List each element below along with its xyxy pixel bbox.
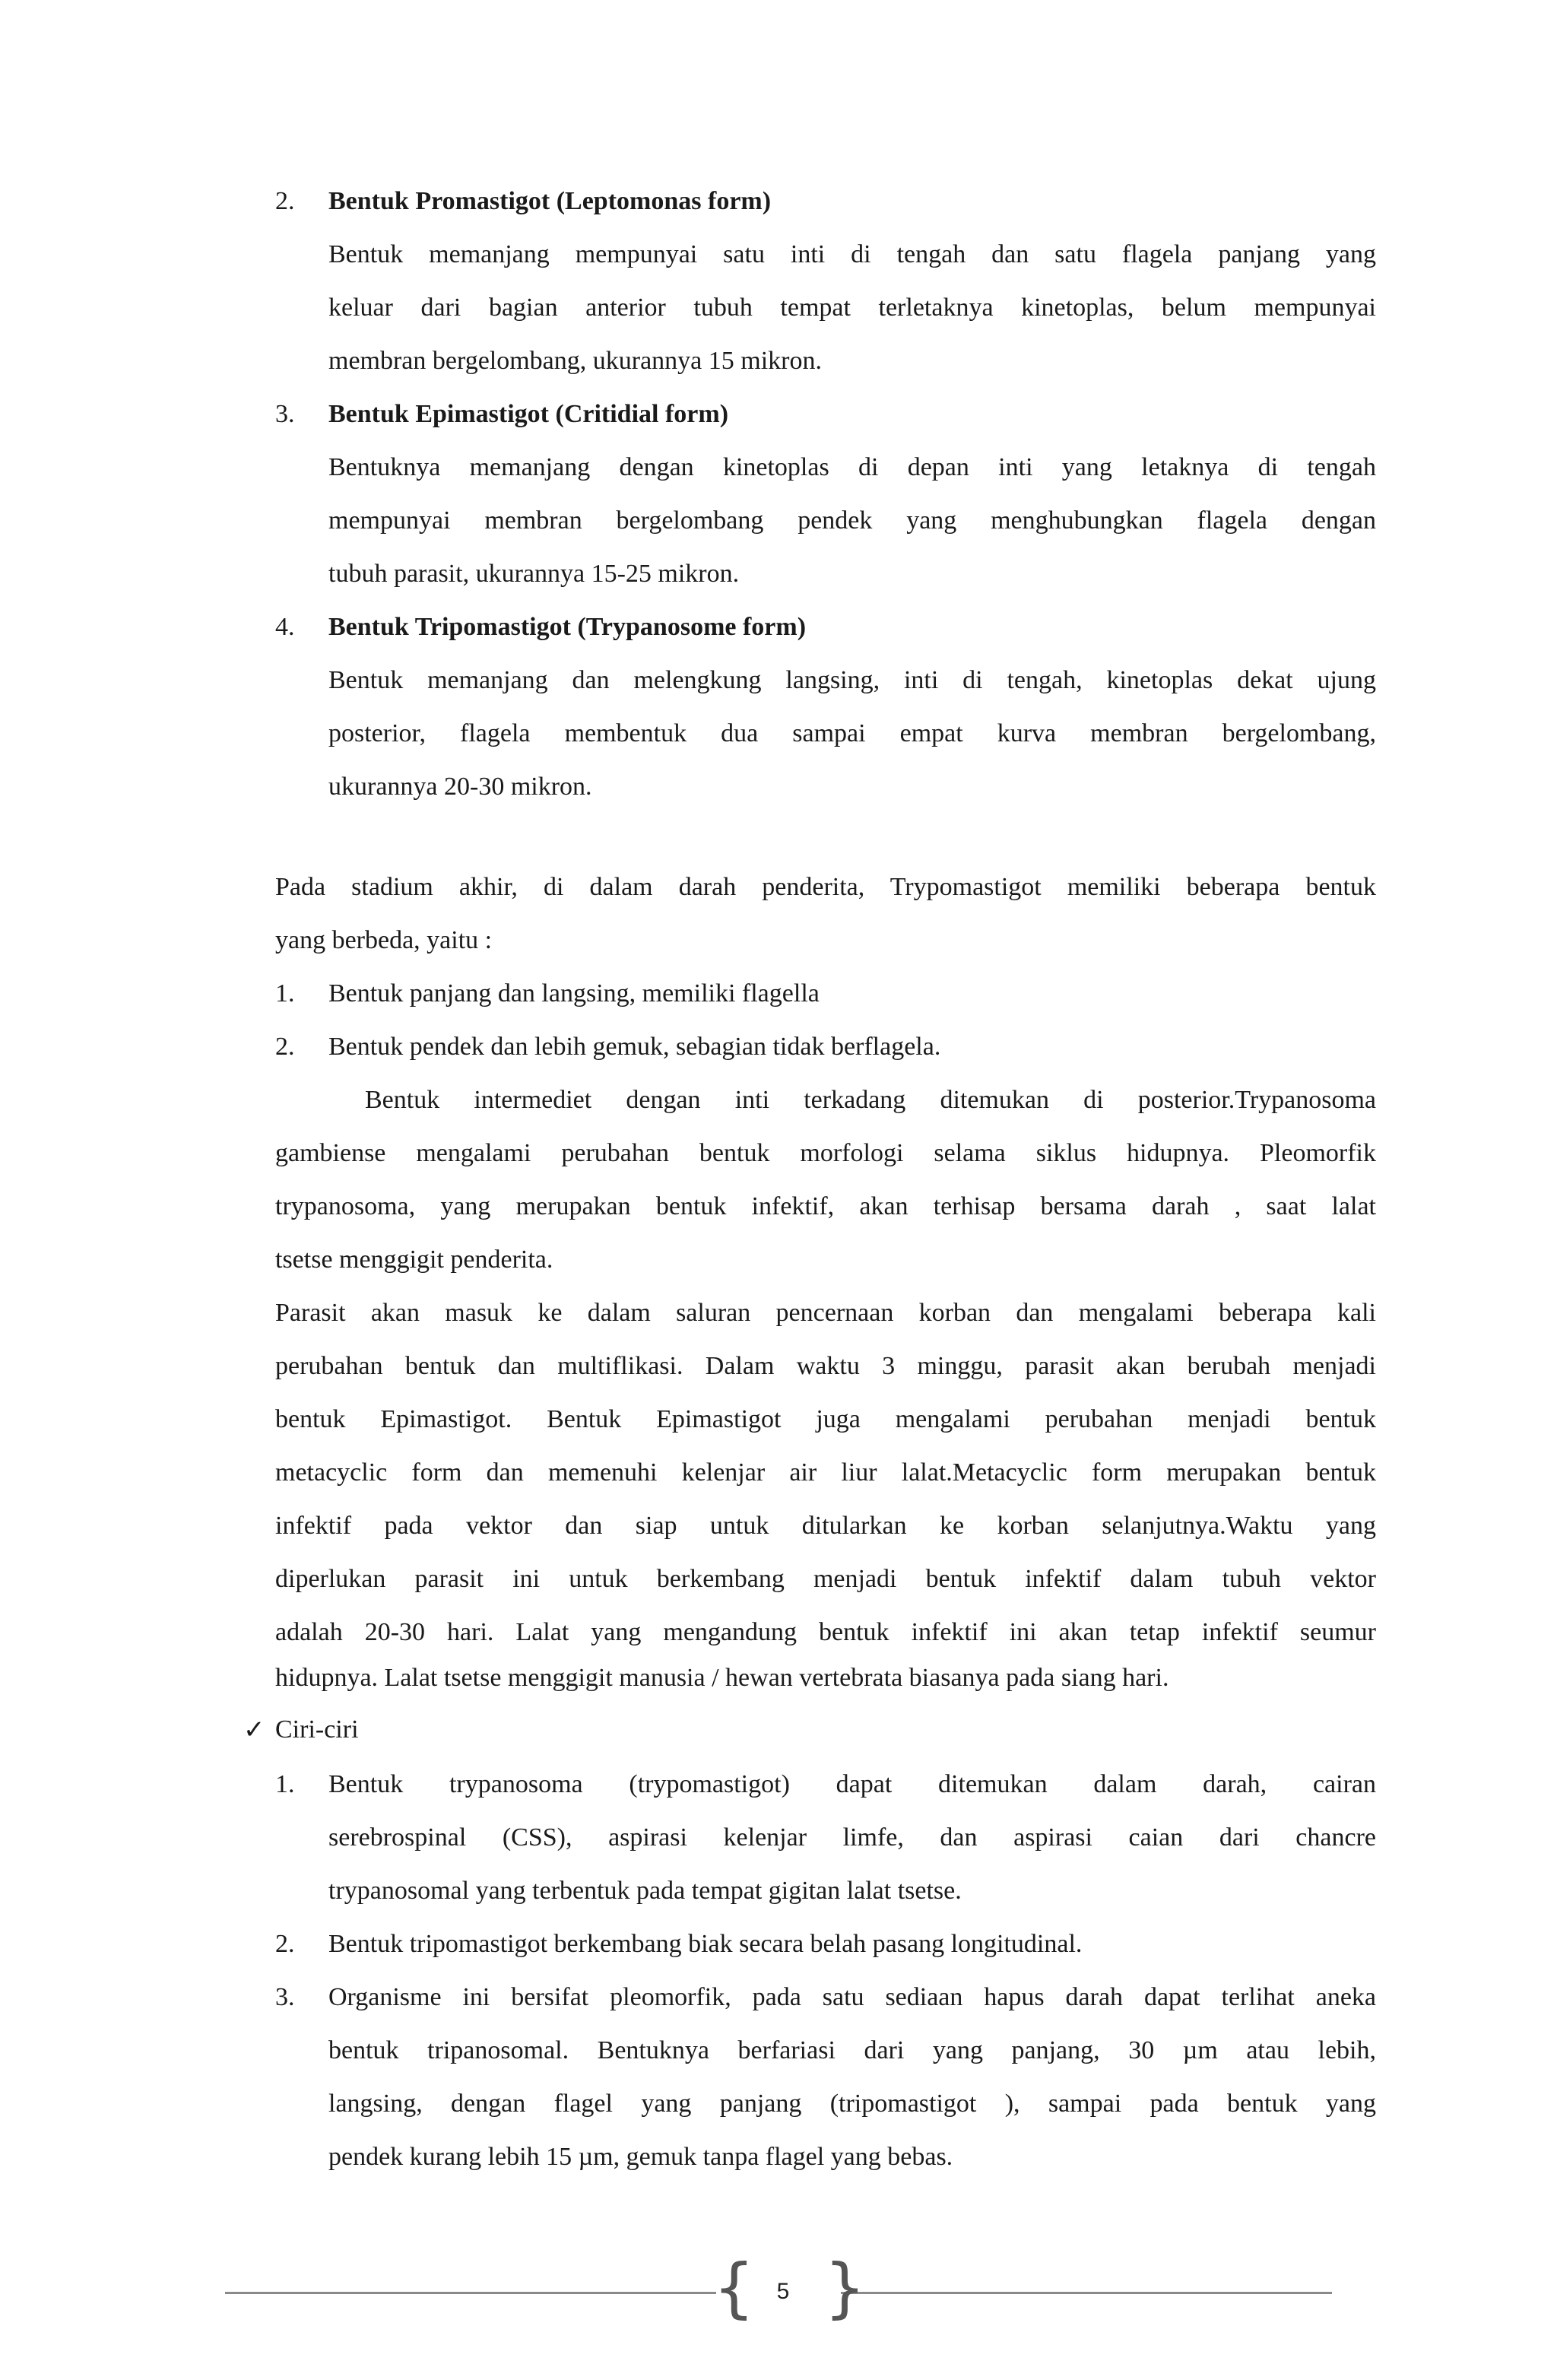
list-number: 1. xyxy=(275,1770,295,1798)
item-line: Bentuk trypanosoma (trypomastigot) dapat ditemukan dalam darah, cairan xyxy=(328,1770,1376,1798)
page-number: 5 xyxy=(776,2279,790,2304)
paragraph-line: hidupnya. Lalat tsetse menggigit manusia / hewan vertebrata biasanya pada siang hari. xyxy=(275,1664,1169,1692)
paragraph-line: Parasit akan masuk ke dalam saluran pencernaan korban dan mengalami beberapa kali xyxy=(275,1299,1376,1327)
section-heading: Ciri-ciri xyxy=(275,1715,359,1744)
item-line: bentuk tripanosomal. Bentuknya berfariasi dari yang panjang, 30 µm atau lebih, xyxy=(328,2036,1376,2064)
list-number: 4. xyxy=(275,613,295,641)
paragraph-line: trypanosoma, yang merupakan bentuk infektif, akan terhisap bersama darah , saat lalat xyxy=(275,1192,1376,1220)
item-title: Bentuk Promastigot (Leptomonas form) xyxy=(328,187,772,215)
item-line: membran bergelombang, ukurannya 15 mikron. xyxy=(328,347,822,375)
item-line: Bentuk memanjang mempunyai satu inti di tengah dan satu flagela panjang yang xyxy=(328,240,1376,268)
item-line: mempunyai membran bergelombang pendek yang menghubungkan flagela dengan xyxy=(328,506,1376,535)
item-line: langsing, dengan flagel yang panjang (tripomastigot ), sampai pada bentuk yang xyxy=(328,2090,1376,2118)
item-line: trypanosomal yang terbentuk pada tempat gigitan lalat tsetse. xyxy=(328,1877,962,1905)
list-number: 2. xyxy=(275,1930,295,1958)
item-title: Bentuk Epimastigot (Critidial form) xyxy=(328,400,729,428)
paragraph-line: yang berbeda, yaitu : xyxy=(275,926,493,954)
left-brace-icon: { xyxy=(713,2250,755,2326)
check-icon: ✓ xyxy=(243,1715,265,1745)
paragraph-line: Bentuk intermediet dengan inti terkadang ditemukan di posterior.Trypanosoma xyxy=(365,1086,1376,1114)
item-line: ukurannya 20-30 mikron. xyxy=(328,773,592,801)
paragraph-line: gambiense mengalami perubahan bentuk morfologi selama siklus hidupnya. Pleomorfik xyxy=(275,1139,1376,1167)
paragraph-line: adalah 20-30 hari. Lalat yang mengandung bentuk infektif ini akan tetap infektif seumur xyxy=(275,1618,1376,1646)
item-line: posterior, flagela membentuk dua sampai empat kurva membran bergelombang, xyxy=(328,719,1376,747)
right-brace-icon: } xyxy=(824,2250,866,2326)
list-item: Bentuk panjang dan langsing, memiliki flagella xyxy=(328,979,820,1008)
paragraph-line: bentuk Epimastigot. Bentuk Epimastigot juga mengalami perubahan menjadi bentuk xyxy=(275,1405,1376,1433)
paragraph-line: perubahan bentuk dan multiflikasi. Dalam waktu 3 minggu, parasit akan berubah menjadi xyxy=(275,1352,1376,1380)
footer-rule-left xyxy=(225,2292,716,2294)
list-number: 3. xyxy=(275,1983,295,2011)
item-line: Bentuk memanjang dan melengkung langsing, inti di tengah, kinetoplas dekat ujung xyxy=(328,666,1376,694)
paragraph-line: diperlukan parasit ini untuk berkembang menjadi bentuk infektif dalam tubuh vektor xyxy=(275,1565,1376,1593)
item-line: pendek kurang lebih 15 µm, gemuk tanpa flagel yang bebas. xyxy=(328,2143,953,2171)
list-number: 2. xyxy=(275,1033,295,1061)
paragraph-line: Pada stadium akhir, di dalam darah penderita, Trypomastigot memiliki beberapa bentuk xyxy=(275,873,1376,901)
item-line: Organisme ini bersifat pleomorfik, pada satu sediaan hapus darah dapat terlihat aneka xyxy=(328,1983,1376,2011)
list-number: 1. xyxy=(275,979,295,1008)
item-line: Bentuk tripomastigot berkembang biak secara belah pasang longitudinal. xyxy=(328,1930,1083,1958)
list-number: 3. xyxy=(275,400,295,428)
item-line: tubuh parasit, ukurannya 15-25 mikron. xyxy=(328,560,740,588)
list-item: Bentuk pendek dan lebih gemuk, sebagian tidak berflagela. xyxy=(328,1033,941,1061)
paragraph-line: infektif pada vektor dan siap untuk ditularkan ke korban selanjutnya.Waktu yang xyxy=(275,1512,1376,1540)
item-line: serebrospinal (CSS), aspirasi kelenjar limfe, dan aspirasi caian dari chancre xyxy=(328,1823,1376,1852)
paragraph-line: metacyclic form dan memenuhi kelenjar air liur lalat.Metacyclic form merupakan bentuk xyxy=(275,1458,1376,1487)
item-line: keluar dari bagian anterior tubuh tempat terletaknya kinetoplas, belum mempunyai xyxy=(328,294,1376,322)
ciri-heading-row xyxy=(243,1703,359,1756)
paragraph-line: tsetse menggigit penderita. xyxy=(275,1246,553,1274)
list-number: 2. xyxy=(275,187,295,215)
item-title: Bentuk Tripomastigot (Trypanosome form) xyxy=(328,613,807,641)
item-line: Bentuknya memanjang dengan kinetoplas di depan inti yang letaknya di tengah xyxy=(328,453,1376,481)
footer-rule-right xyxy=(841,2292,1332,2294)
